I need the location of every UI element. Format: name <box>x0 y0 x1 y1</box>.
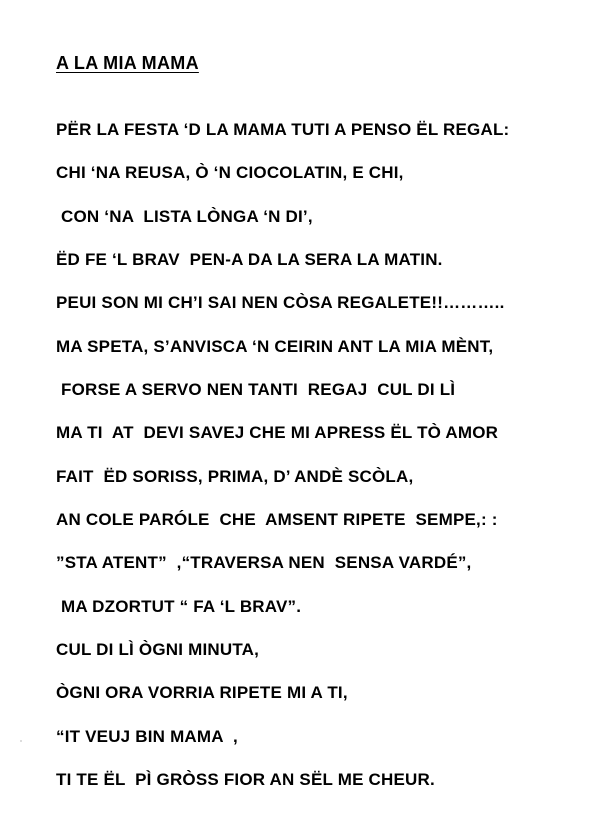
poem-line-15: “IT VEUJ BIN MAMA , <box>56 727 238 746</box>
poem-line-1: PËR LA FESTA ‘D LA MAMA TUTI A PENSO ËL REGAL: <box>56 120 510 139</box>
poem-line-13: CUL DI LÌ ÒGNI MINUTA, <box>56 640 260 659</box>
poem-line-12: MA DZORTUT “ FA ‘L BRAV”. <box>61 597 302 616</box>
poem-line-14: ÒGNI ORA VORRIA RIPETE MI A TI, <box>56 683 348 702</box>
poem-line-9: FAIT ËD SORISS, PRIMA, D’ ANDÈ SCÒLA, <box>56 467 414 486</box>
poem-line-5: PEUI SON MI CH’I SAI NEN CÒSA REGALETE!!……….. <box>56 293 505 312</box>
poem-line-11: ”STA ATENT” ,“TRAVERSA NEN SENSA VARDÉ”, <box>56 553 472 572</box>
poem-line-16: TI TE ËL PÌ GRÒSS FIOR AN SËL ME CHEUR. <box>56 770 435 789</box>
poem-line-7: FORSE A SERVO NEN TANTI REGAJ CUL DI LÌ <box>61 380 456 399</box>
poem-line-3: CON ‘NA LISTA LÒNGA ‘N DI’, <box>61 207 313 226</box>
poem-line-8: MA TI AT DEVI SAVEJ CHE MI APRESS ËL TÒ AMOR <box>56 423 499 442</box>
poem-title: A LA MIA MAMA <box>56 53 199 73</box>
poem-line-10: AN COLE PARÓLE CHE AMSENT RIPETE SEMPE,: : <box>56 510 498 529</box>
poem-line-6: MA SPETA, S’ANVISCA ‘N CEIRIN ANT LA MIA MÈNT, <box>56 337 494 356</box>
poem-line-2: CHI ‘NA REUSA, Ò ‘N CIOCOLATIN, E CHI, <box>56 163 404 182</box>
scan-speck <box>20 740 22 742</box>
poem-line-4: ËD FE ‘L BRAV PEN-A DA LA SERA LA MATIN. <box>56 250 443 269</box>
